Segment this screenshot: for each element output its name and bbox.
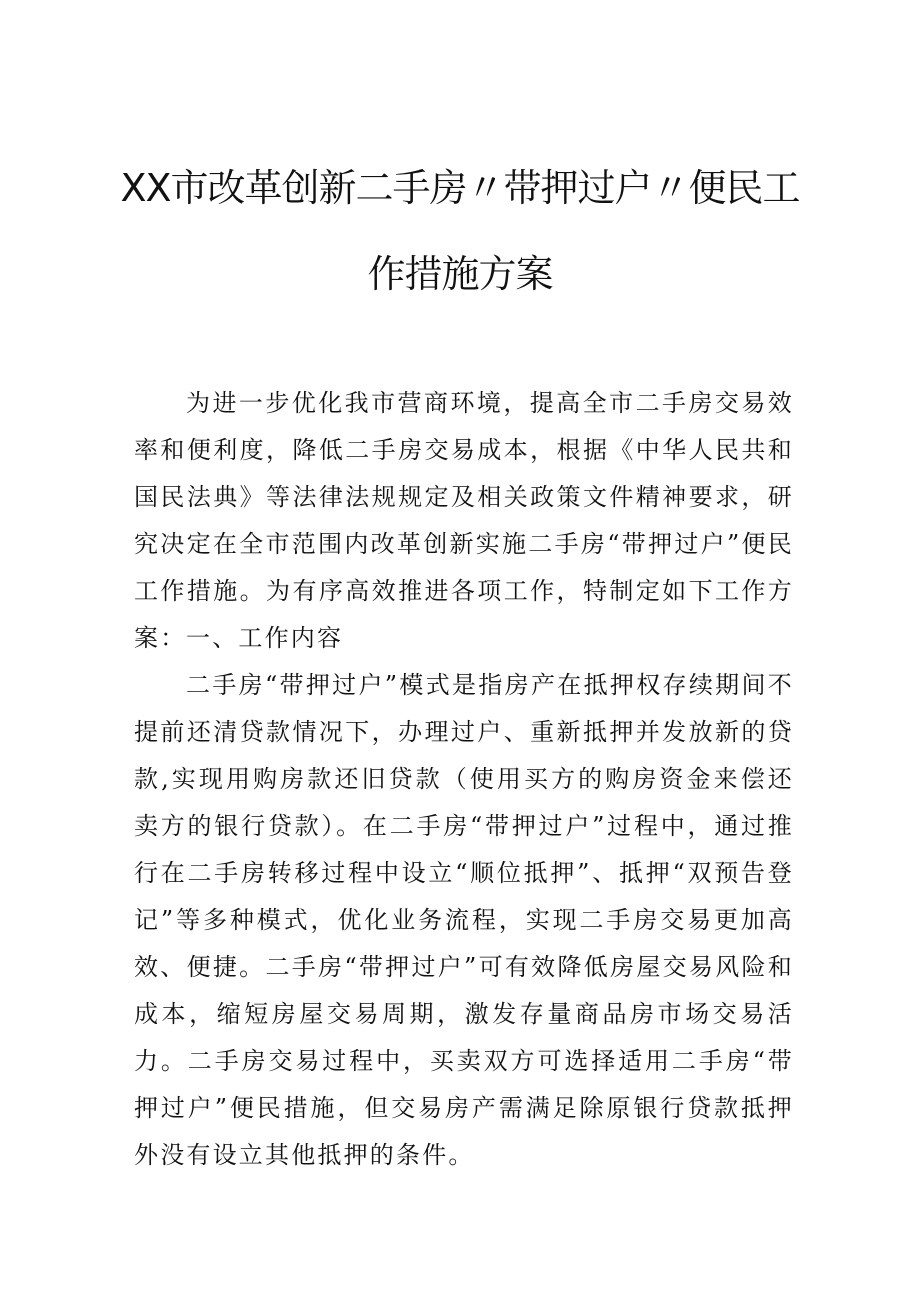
intro-paragraph: 为进一步优化我市营商环境，提高全市二手房交易效率和便利度，降低二手房交易成本，根据《中华人民共和国民法典》等法律法规规定及相关政策文件精神要求，研究决定在全市范围内改革创新实施二手房“带押过户”便民工作措施。为有序高效推进各项工作，特制定如下工作方案： bbox=[134, 389, 794, 652]
document-title-line1: XX市改革创新二手房〃带押过户〃便民工 bbox=[120, 166, 800, 210]
section-heading-work-content: 一、工作内容 bbox=[186, 624, 344, 652]
work-content-paragraph: 二手房“带押过户”模式是指房产在抵押权存续期间不提前还清贷款情况下，办理过户、重新抵押并发放新的贷款,实现用购房款还旧贷款（使用买方的购房资金来偿还卖方的银行贷款）。在二手房“带押过户”过程中，通过推行在二手房转移过程中设立“顺位抵押”、抵押“双预告登记”等多种模式，优化业务流程，实现二手房交易更加高效、便捷。二手房“带押过户”可有效降低房屋交易风险和成本，缩短房屋交易周期，激发存量商品房市场交易活力。二手房交易过程中，买卖双方可选择适用二手房“带押过户”便民措施，但交易房产需满足除原银行贷款抵押外没有设立其他抵押的条件。 bbox=[134, 671, 794, 1169]
work-content-paragraph-block bbox=[134, 662, 794, 1179]
section-heading-block bbox=[134, 615, 794, 662]
document-title-line2: 作措施方案 bbox=[367, 252, 553, 296]
